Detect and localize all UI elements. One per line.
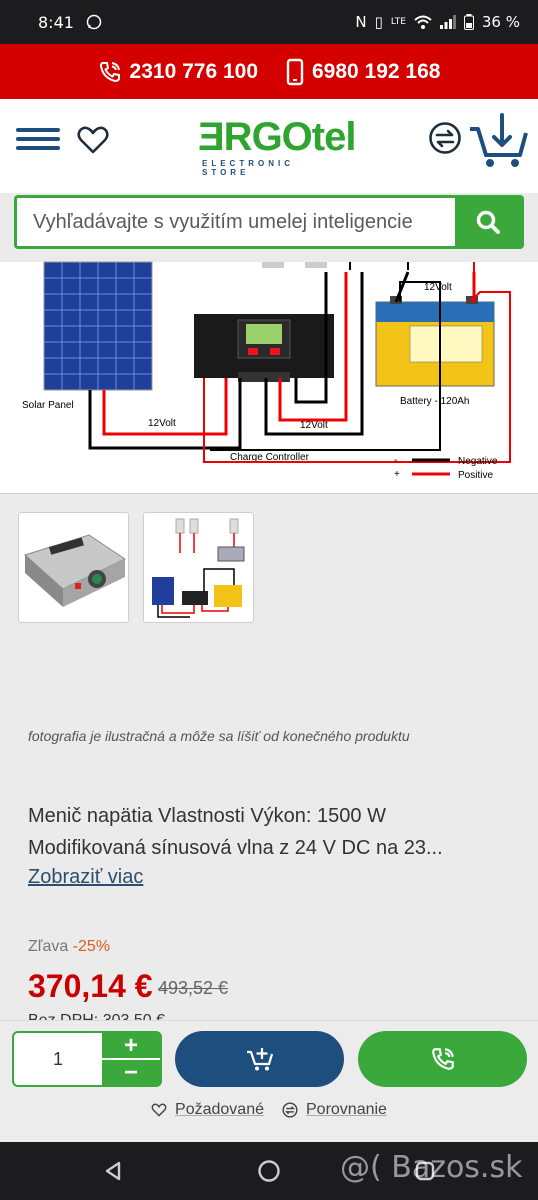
whatsapp-icon (86, 14, 102, 30)
charge-controller-graphic (194, 314, 334, 382)
call-button[interactable] (358, 1031, 527, 1087)
search-input[interactable] (17, 198, 455, 246)
wishlist-label: Požadované (175, 1101, 264, 1118)
battery-icon (464, 14, 474, 30)
phone-link-landline[interactable] (98, 60, 258, 84)
quantity-buttons (102, 1033, 160, 1085)
sticky-action-bar (0, 1020, 538, 1142)
compare-label: Porovnanie (306, 1101, 387, 1118)
solar-diagram-thumb (144, 513, 255, 624)
lte-icon: LTE (390, 17, 406, 27)
site-header (0, 99, 538, 193)
status-bar (0, 0, 538, 44)
thumbnail-gallery (18, 512, 254, 623)
phone-link-mobile[interactable] (286, 59, 440, 85)
label-battery: Battery - 120Ah (400, 396, 470, 407)
heart-icon[interactable] (76, 123, 110, 157)
hamburger-menu-icon[interactable] (16, 123, 60, 159)
thumbnail-solar-diagram[interactable] (143, 512, 254, 623)
discount-line (28, 938, 110, 956)
quantity-stepper (12, 1031, 162, 1087)
discount-label: Zľava (28, 938, 69, 955)
wifi-icon (414, 15, 432, 29)
solar-panel-graphic (44, 262, 152, 390)
quantity-increase-button[interactable]: + (102, 1033, 160, 1058)
clock: 8:41 (38, 12, 74, 32)
phone-call-icon (430, 1046, 456, 1072)
logo-tagline: ELECTRONIC STORE (202, 159, 294, 177)
battery-graphic (376, 296, 494, 386)
nfc-icon: N (355, 13, 367, 31)
product-description: Menič napätia Vlastnosti Výkon: 1500 W Modifikovaná sínusová vlna z 24 V DC na 23... (28, 805, 443, 859)
quantity-decrease-button[interactable]: − (102, 1058, 160, 1085)
phone-icon (98, 60, 122, 84)
label-volt-mid: 12Volt (300, 420, 328, 431)
logo-text: ƎRGOtel (198, 115, 356, 159)
add-to-cart-button[interactable] (175, 1031, 344, 1087)
thumbnail-inverter[interactable] (18, 512, 129, 623)
svg-text:+: + (394, 469, 400, 480)
secondary-actions (0, 1101, 538, 1119)
compare-icon[interactable] (428, 121, 462, 155)
label-negative: Negative (458, 456, 498, 467)
add-to-cart-icon (246, 1046, 274, 1072)
quantity-input[interactable]: 1 (52, 1048, 63, 1069)
wiring-diagram (0, 262, 538, 494)
search-icon (475, 209, 501, 235)
search-button[interactable] (455, 198, 521, 246)
phone-banner (0, 44, 538, 99)
inverter-image (19, 513, 130, 624)
logo[interactable] (198, 115, 356, 177)
status-icons (355, 13, 520, 31)
phone-number-1: 2310 776 100 (129, 59, 258, 83)
svg-text:-: - (394, 455, 398, 466)
vibrate-icon: ▯ (374, 13, 383, 31)
old-price: 493,52 € (158, 978, 229, 998)
show-more-link[interactable]: Zobraziť viac (28, 866, 144, 888)
back-icon[interactable] (102, 1160, 124, 1182)
current-price: 370,14 € (28, 968, 153, 1004)
phone-number-2: 6980 192 168 (312, 59, 441, 83)
battery-percent: 36 % (481, 13, 520, 31)
compare-icon (282, 1102, 298, 1118)
label-solar-panel: Solar Panel (22, 400, 74, 411)
label-volt-right: 12Volt (424, 282, 452, 293)
product-main-image[interactable] (0, 262, 538, 494)
mobile-icon (286, 59, 304, 85)
watermark-text: @( Bazos.sk (340, 1150, 523, 1185)
label-volt-left: 12Volt (148, 418, 176, 429)
image-disclaimer: fotografia je ilustračná a môže sa líšiť od konečného produktu (28, 728, 410, 744)
signal-icon (440, 15, 456, 29)
cart-icon[interactable] (468, 111, 530, 169)
discount-value: -25% (72, 938, 111, 955)
label-positive: Positive (458, 470, 494, 481)
search-bar (14, 195, 524, 249)
home-icon[interactable] (257, 1159, 281, 1183)
compare-link[interactable] (282, 1101, 387, 1119)
label-charge-controller: Charge Controller (230, 452, 309, 463)
top-bulbs-partial (262, 262, 474, 272)
wishlist-link[interactable] (151, 1101, 264, 1119)
heart-icon (151, 1102, 167, 1118)
